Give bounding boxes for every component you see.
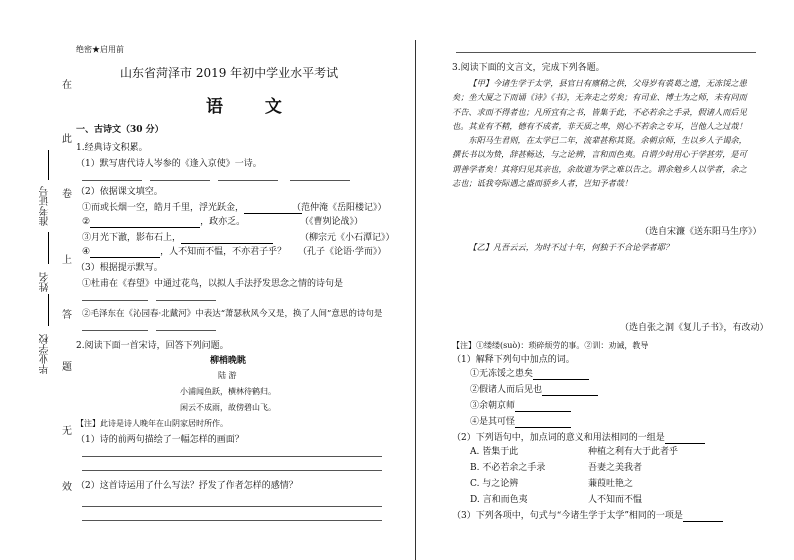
question-1-1: （1）默写唐代诗人岑参的《逢入京使》一诗。: [76, 159, 262, 169]
passage-jia: [452, 76, 754, 190]
word-4-blank[interactable]: [515, 418, 571, 428]
question-3-2-text: （2）下列语句中，加点词的意义和用法相同的一组是: [452, 433, 665, 443]
exam-number-label: 准考证号: [40, 186, 51, 226]
question-2-1: （1）诗的前两句描绘了一幅怎样的画面？: [76, 435, 244, 445]
school-line: [48, 294, 49, 326]
sidebar-char: 在: [62, 80, 72, 91]
question-2: 2.阅读下面一首宋诗，回答下列问题。: [76, 341, 229, 351]
fill-3-source: （柳宗元《小石潭记》）: [300, 233, 395, 243]
fill-2-text: ，政亦乏。: [200, 217, 246, 227]
question-3-2: [452, 432, 705, 444]
word-2: [470, 384, 598, 396]
option-c-left[interactable]: C. 与之论辨: [470, 479, 519, 489]
fill-1-text: ①而或长烟一空，皓月千里，浮光跃金，: [82, 203, 245, 213]
poem-line-2: 闲云不成雨，故傍碧山飞。: [180, 403, 276, 412]
option-c-right: 蒹葭吐艳之: [588, 479, 634, 489]
fill-2-number: ②: [82, 217, 91, 227]
exam-number-line: [48, 150, 49, 180]
question-1-2: （2）依据课文填空。: [76, 187, 163, 197]
fill-3: [82, 232, 273, 244]
name-line: [48, 232, 49, 264]
sidebar-char: 上: [62, 255, 72, 266]
poem-note: 【注】此诗是诗人晚年在山阴家居时所作。: [76, 419, 228, 428]
answer-line[interactable]: [156, 330, 216, 331]
answer-line[interactable]: [82, 506, 382, 507]
poem-line-1: 小浦闻鱼跃，横林待鹤归。: [180, 387, 276, 396]
question-3-3-text: （3）下列各项中，句式与“今诸生学于太学”相同的一项是: [452, 511, 683, 521]
passage-yi: [452, 240, 754, 254]
question-1: 1.经典诗文积累。: [76, 143, 148, 153]
word-2-text: ②假诸人而后见也: [470, 385, 543, 395]
fill-4-text: ，人不知而不愠，不亦君子乎？: [160, 247, 287, 257]
top-answer-line[interactable]: [456, 52, 756, 53]
word-3: [470, 400, 571, 412]
exam-title: 山东省菏泽市 2019 年初中学业水平考试: [120, 66, 339, 80]
fill-4-number: ④: [82, 247, 91, 257]
passage-jia-para-1: 【甲】今诸生学于太学，县官日有廪稍之供，父母岁有裘葛之遗，无冻馁之患矣；坐大厦之下而诵《诗》《书》，无奔走之劳矣；有司业、博士为之师，未有问而不告、求而不得者也；凡所宜有之书，皆集于此，不必若余之手录，假诸人而后见也。其业有不精，德有不成者，非天质之卑，则心不若余之专耳，岂他人之过哉！: [452, 78, 747, 131]
section-heading: 一、古诗文（30 分）: [76, 125, 164, 135]
fill-2-source: （《曹刿论战》）: [300, 217, 364, 227]
school-label: 毕业学校: [40, 334, 51, 374]
sidebar-char: 无: [62, 426, 72, 437]
fill-4-blank[interactable]: [90, 248, 160, 258]
fill-2: [82, 216, 245, 228]
fill-4: [82, 246, 286, 258]
fill-2-blank[interactable]: [90, 218, 200, 228]
fill-3-blank[interactable]: [181, 234, 273, 244]
answer-line[interactable]: [218, 180, 278, 181]
fill-1: [82, 202, 302, 214]
word-4-text: ④是其可怪: [470, 417, 516, 427]
fill-3-text: ③月光下澈，影布石上，: [82, 233, 182, 243]
answer-line[interactable]: [82, 520, 382, 521]
column-divider: [415, 40, 416, 560]
poem-title: 柳梢晚眺: [210, 356, 247, 366]
hint-1: ①杜甫在《春望》中通过花鸟，以拟人手法抒发思念之情的诗句是: [82, 279, 344, 289]
answer-line[interactable]: [82, 330, 148, 331]
question-3-3: [452, 510, 723, 522]
vocab-note: 【注】①缕缕(suò)：琐碎烦劳的事。②训：劝诫，教导: [452, 341, 649, 350]
option-d-left[interactable]: D. 言和而色夷: [470, 495, 528, 505]
option-d-right: 人不知而不愠: [588, 495, 643, 505]
option-b-right: 吾妻之美我者: [588, 463, 643, 473]
word-3-blank[interactable]: [515, 402, 571, 412]
hint-2: ②毛泽东在《沁园春·北戴河》中表达“萧瑟秋风今又是，换了人间”意思的诗句是: [82, 309, 383, 319]
answer-line[interactable]: [156, 300, 216, 301]
option-b-left[interactable]: B. 不必若余之手录: [470, 463, 546, 473]
question-3-2-blank[interactable]: [665, 434, 705, 444]
sidebar-char: 题: [62, 362, 72, 373]
answer-line[interactable]: [150, 180, 210, 181]
word-3-text: ③余朝京师: [470, 401, 516, 411]
subject-title: 语 文: [206, 97, 300, 117]
word-1-text: ①无冻馁之患矣: [470, 369, 534, 379]
word-1: [470, 368, 589, 380]
answer-line[interactable]: [82, 300, 148, 301]
question-2-2: （2）这首诗运用了什么写法？抒发了作者怎样的感情？: [76, 481, 298, 491]
sidebar-char: 效: [62, 482, 72, 493]
word-4: [470, 416, 571, 428]
poem-author: 陆 游: [218, 371, 237, 380]
answer-line[interactable]: [82, 180, 142, 181]
passage-jia-para-2: 东阳马生君则，在太学已二年，流辈甚称其贤。余朝京师，生以乡人子谒余，撰长书以为贽，辞甚畅达，与之论辨，言和而色夷。自谓少时用心于学甚劳，是可谓善学者矣！其将归见其亲也，余故道为学之难以告之。谓余勉乡人以学者，余之志也；诋我夸际遇之盛而骄乡人者，岂知予者哉！: [452, 135, 747, 189]
passage-yi-text: 【乙】凡吾云云，为时不过十年，何独于不合论学者耶？: [468, 242, 674, 252]
sidebar-char: 此: [62, 134, 72, 145]
fill-1-source: （范仲淹《岳阳楼记》）: [292, 203, 387, 213]
passage-yi-source: （选自张之洞《复儿子书》，有改动）: [620, 323, 769, 333]
secret-mark: 绝密★启用前: [76, 45, 124, 54]
word-2-blank[interactable]: [542, 386, 598, 396]
question-1-3: （3）根据提示默写。: [76, 263, 163, 273]
answer-line[interactable]: [82, 470, 382, 471]
sidebar-char: 卷: [62, 189, 72, 200]
question-3-1: （1）解释下列句中加点的词。: [452, 355, 575, 365]
question-3-3-blank[interactable]: [683, 512, 723, 522]
word-1-blank[interactable]: [533, 370, 589, 380]
answer-line[interactable]: [82, 456, 382, 457]
passage-jia-source: （选自宋濂《送东阳马生序》）: [640, 227, 762, 237]
sidebar-char: 答: [62, 310, 72, 321]
option-a-right: 种植之利有大于此者乎: [588, 447, 679, 457]
fill-4-source: （孔子《论语·学而》）: [298, 247, 387, 257]
name-label: 姓名: [40, 272, 51, 292]
question-3: 3.阅读下面的文言文，完成下列各题。: [452, 63, 605, 73]
answer-line[interactable]: [290, 180, 350, 181]
option-a-left[interactable]: A. 皆集于此: [470, 447, 519, 457]
binding-sidebar: [0, 0, 90, 560]
